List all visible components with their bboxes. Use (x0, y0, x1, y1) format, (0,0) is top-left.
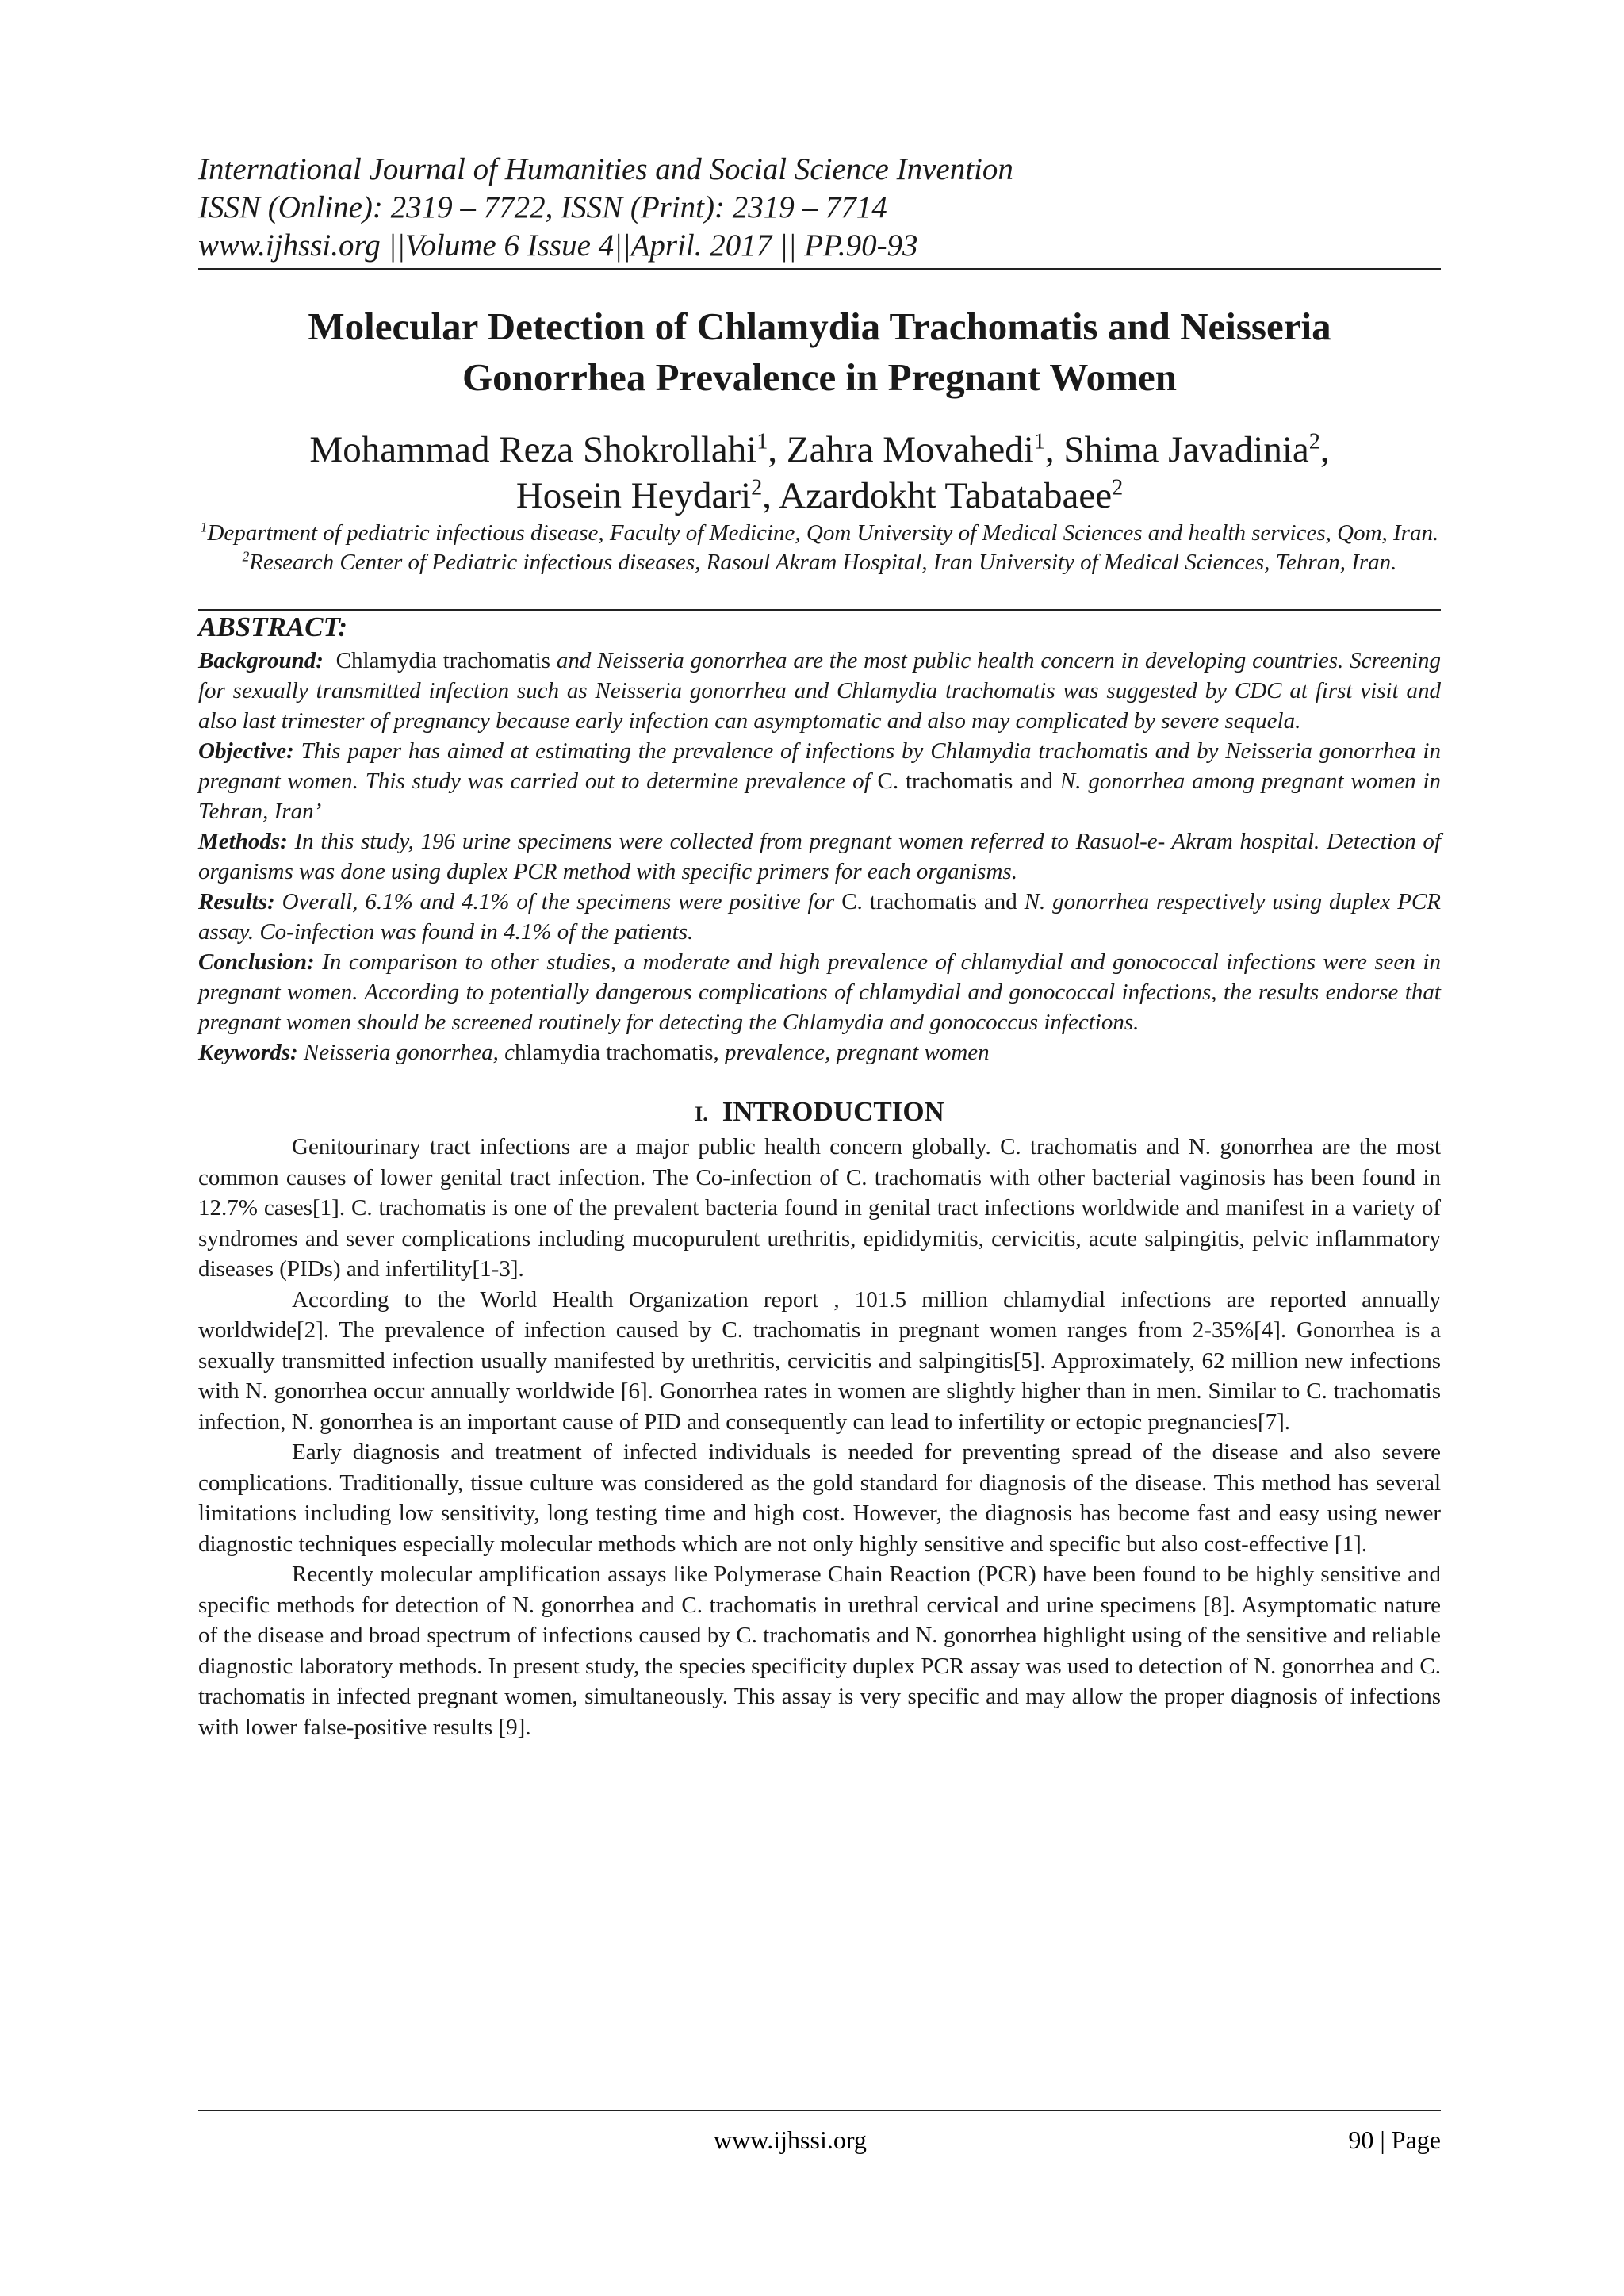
author-list (198, 427, 1441, 519)
affiliation-text: Department of pediatric infectious disease, Faculty of Medicine, Qom University of Medical Sciences and health services, Qom, Iran. (207, 520, 1439, 546)
objective-text: This paper has aimed at estimating the prevalence of infections by Chlamydia trachomatis and by Neisseria gonorrhea in pregnant women. This study was carried out to determine prevalence of (198, 738, 1441, 794)
affiliation-mark: 2 (242, 548, 250, 565)
abstract-methods (198, 826, 1441, 887)
paper-title (198, 301, 1441, 403)
author-affiliation-mark: 2 (1308, 429, 1320, 454)
journal-name: International Journal of Humanities and Social Science Invention (198, 152, 1013, 186)
background-text: and Neisseria gonorrhea are the most public health concern in developing countries. Screening for sexually transmitted infection such as Neisseria gonorrhea and Chlamydia trachomatis was suggested by CDC at first visit and also last trimester of pregnancy because early infection can asymptomatic and also may complicated by severe sequela. (198, 648, 1441, 734)
footer-page-number: 90 | Page (1348, 2125, 1441, 2154)
conclusion-text: In comparison to other studies, a moderate and high prevalence of chlamydial and gonococcal infections were seen in pregnant women. According to potentially dangerous complications of chlamydial and gonococcal infections, the results endorse that pregnant women should be screened routinely for detecting the Chlamydia and gonococcus infections. (198, 949, 1441, 1035)
footer-rule (198, 2110, 1441, 2111)
results-organism: C. trachomatis and (841, 889, 1017, 914)
author-affiliation-mark: 1 (1033, 429, 1045, 454)
author-name: Mohammad Reza Shokrollahi (309, 429, 757, 470)
affiliation-mark: 1 (200, 519, 208, 535)
keywords-text: Neisseria gonorrhea, c (297, 1040, 515, 1065)
abstract-heading: ABSTRACT: (198, 611, 348, 642)
section-number: I. (695, 1102, 708, 1125)
intro-paragraph: Recently molecular amplification assays like Polymerase Chain Reaction (PCR) have been found to be highly sensitive and specific methods for detection of N. gonorrhea and C. trachomatis in urethral cervical and urine specimens [8]. Asymptomatic nature of the disease and broad spectrum of infections caused by C. trachomatis and N. gonorrhea highlight using of the sensitive and reliable diagnostic laboratory methods. In present study, the species specificity duplex PCR assay was used to detection of N. gonorrhea and C. trachomatis in infected pregnant women, simultaneously. This assay is very specific and may allow the proper diagnosis of infections with lower false-positive results [9]. (198, 1562, 1441, 1740)
objective-text-end: N. gonorrhea among pregnant women in Tehran, Iran’ (198, 769, 1441, 824)
journal-issn: ISSN (Online): 2319 – 7722, ISSN (Print): 2319 – 7714 (198, 190, 887, 224)
abstract-rule (198, 609, 1441, 611)
author-name: , Shima Javadinia (1044, 429, 1309, 470)
author-name: , Azardokht Tabatabaee (762, 475, 1113, 516)
page-footer (198, 2110, 1441, 2154)
footer-website: www.ijhssi.org (714, 2125, 867, 2154)
author-separator: , (1320, 429, 1330, 470)
conclusion-label: Conclusion: (198, 949, 315, 975)
objective-label: Objective: (198, 738, 294, 764)
author-affiliation-mark: 1 (756, 429, 768, 454)
author-line-2 (198, 473, 1441, 519)
abstract-keywords (198, 1037, 1441, 1068)
abstract (198, 611, 1441, 1068)
journal-header (198, 151, 1441, 265)
title-line-1: Molecular Detection of Chlamydia Trachomatis and Neisseria (308, 305, 1331, 348)
intro-paragraph: Genitourinary tract infections are a major public health concern globally. C. trachomatis and N. gonorrhea are the most common causes of lower genital tract infection. The Co-infection of C. trachomatis with other bacterial vaginosis has been found in 12.7% cases[1]. C. trachomatis is one of the prevalent bacteria found in genital tract infections worldwide and manifest in a variety of syndromes and sever complications including mucopurulent urethritis, epididymitis, cervicitis, acute salpingitis, pelvic inflammatory diseases (PIDs) and infertility[1-3]. (198, 1134, 1441, 1282)
results-text: Overall, 6.1% and 4.1% of the specimens were positive for (274, 889, 842, 914)
affiliations (198, 519, 1441, 577)
results-label: Results: (198, 889, 275, 914)
abstract-background (198, 646, 1441, 736)
author-name: Hosein Heydari (515, 475, 752, 516)
keywords-label: Keywords: (198, 1040, 298, 1065)
background-label: Background: (198, 648, 324, 673)
author-name: , Zahra Movahedi (768, 429, 1034, 470)
header-rule (198, 268, 1441, 270)
results-text-end: N. gonorrhea respectively using duplex PCR assay. Co-infection was found in 4.1% of the patients. (198, 889, 1441, 945)
methods-text: In this study, 196 urine specimens were collected from pregnant women referred to Rasuol-e- Akram hospital. Detection of organisms was done using duplex PCR method with specific primers for each organisms. (198, 829, 1441, 884)
affiliation-2 (198, 548, 1441, 577)
author-affiliation-mark: 2 (751, 475, 763, 500)
title-line-2: Gonorrhea Prevalence in Pregnant Women (462, 355, 1177, 399)
abstract-conclusion (198, 947, 1441, 1037)
abstract-objective (198, 736, 1441, 826)
affiliation-1 (198, 519, 1441, 548)
author-affiliation-mark: 2 (1112, 475, 1124, 500)
journal-volume: www.ijhssi.org ||Volume 6 Issue 4||April. 2017 || PP.90-93 (198, 228, 918, 263)
abstract-results (198, 887, 1441, 947)
methods-label: Methods: (198, 829, 288, 854)
author-line-1 (198, 427, 1441, 473)
keywords-organism: hlamydia trachomatis (515, 1040, 714, 1065)
intro-paragraph: Early diagnosis and treatment of infected individuals is needed for preventing spread of the disease and also severe complications. Traditionally, tissue culture was considered as the gold standard for diagnosis of the disease. This method has several limitations including low sensitivity, long testing time and high cost. However, the diagnosis has become fast and easy using newer diagnostic techniques especially molecular methods which are not only highly sensitive and specific but also cost-effective [1]. (198, 1439, 1441, 1557)
introduction-body (198, 1132, 1441, 1742)
introduction-heading (198, 1094, 1441, 1132)
paper-page (198, 151, 1441, 1742)
section-title-text: INTRODUCTION (722, 1096, 944, 1127)
background-organism: Chlamydia trachomatis (335, 648, 551, 673)
intro-paragraph: According to the World Health Organization report , 101.5 million chlamydial infections are reported annually worldwide[2]. The prevalence of infection caused by C. trachomatis in pregnant women ranges from 2-35%[4]. Gonorrhea is a sexually transmitted infection usually manifested by urethritis, cervicitis and salpingitis[5]. Approximately, 62 million new infections with N. gonorrhea occur annually worldwide [6]. Gonorrhea rates in women are slightly higher than in men. Similar to C. trachomatis infection, N. gonorrhea is an important cause of PID and consequently can lead to infertility or ectopic pregnancies[7]. (198, 1286, 1441, 1435)
keywords-text-end: , prevalence, pregnant women (713, 1040, 990, 1065)
affiliation-text: Research Center of Pediatric infectious diseases, Rasoul Akram Hospital, Iran University of Medical Sciences, Tehran, Iran. (249, 550, 1397, 575)
objective-organism: C. trachomatis and (877, 769, 1053, 794)
